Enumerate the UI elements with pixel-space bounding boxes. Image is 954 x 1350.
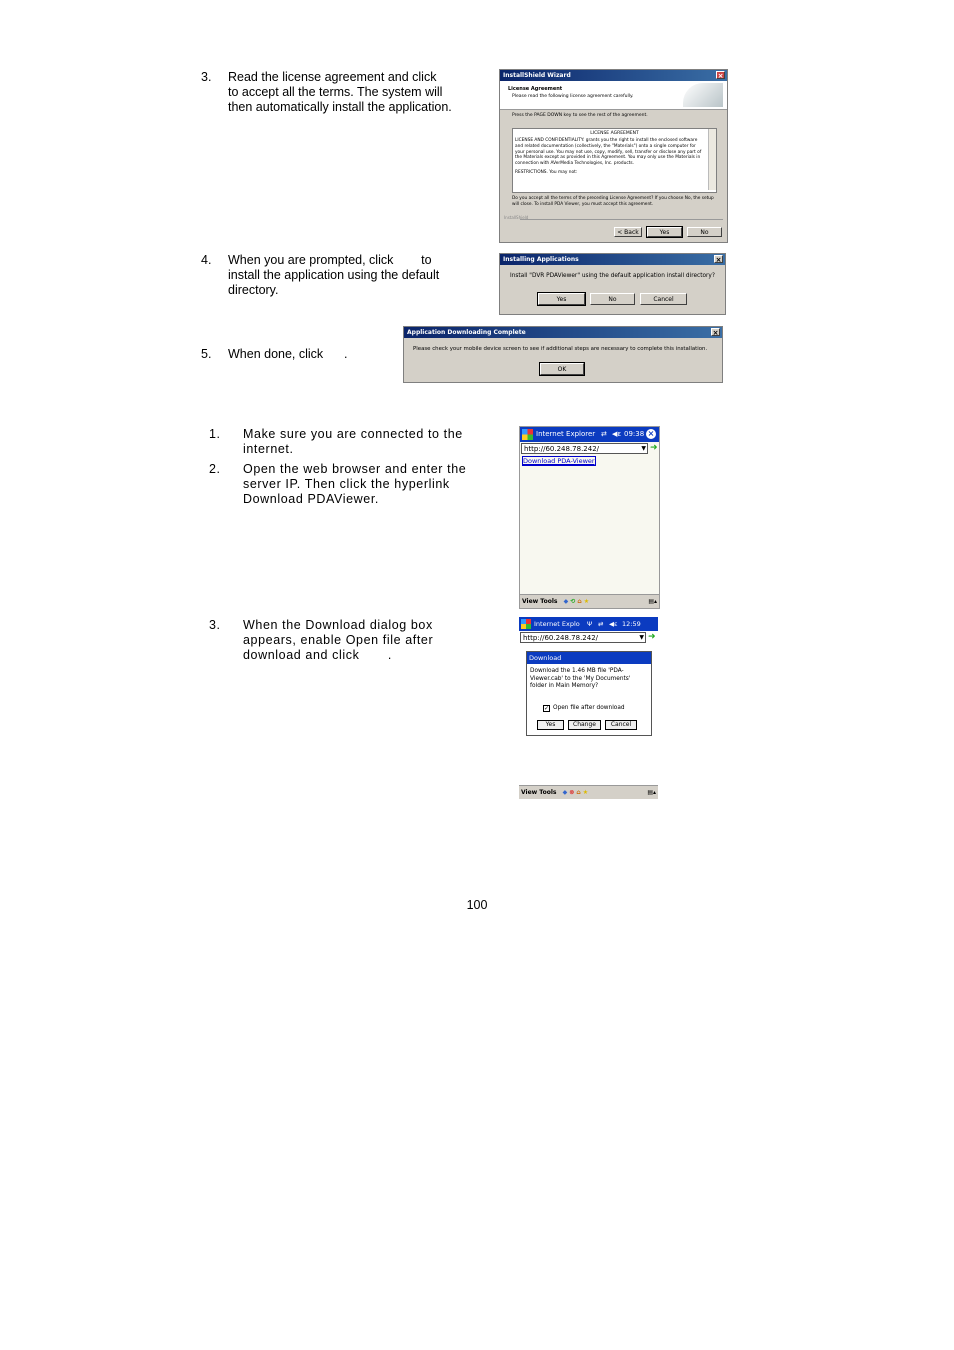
title-bar <box>404 327 722 338</box>
step-text-line: When the Download dialog box <box>243 618 433 632</box>
home-icon[interactable]: ⌂ <box>577 598 582 605</box>
step-text-line: Download PDAViewer. <box>243 491 380 506</box>
divider <box>520 219 723 220</box>
clock-text: 09:38 <box>624 430 645 438</box>
windows-start-icon[interactable] <box>522 429 533 440</box>
step-text-line: Make sure you are connected to the <box>243 427 463 441</box>
step-text-line: download and click . <box>243 647 393 662</box>
open-file-checkbox[interactable]: ✓ <box>544 705 550 712</box>
install-wizard-dialog <box>499 69 728 243</box>
step-number: 1. <box>209 427 221 441</box>
download-dialog-title: Download <box>527 652 651 664</box>
antenna-icon: Ψ <box>587 620 593 628</box>
step-number: 2. <box>209 462 221 476</box>
volume-icon: ◀ε <box>609 620 618 628</box>
page-number: 100 <box>466 898 488 912</box>
dropdown-arrow-icon[interactable]: ▼ <box>639 634 644 641</box>
close-icon[interactable]: × <box>715 256 722 264</box>
address-text: http://60.248.78.242/ <box>523 634 599 642</box>
pda-top-bar <box>520 427 659 442</box>
favorites-star-icon[interactable]: ★ <box>582 789 589 796</box>
connectivity-icon: ⇄ <box>601 430 607 438</box>
step-5-when-done <box>201 347 391 363</box>
download-dialog-text: Download the 1.46 MB file 'PDA-Viewer.cab' to the 'My Documents' folder in Main Memory? <box>530 668 631 689</box>
keyboard-icon[interactable]: ▤▴ <box>648 598 657 605</box>
download-dialog <box>526 651 652 736</box>
download-complete-dialog <box>403 326 723 383</box>
download-pdaviewer-link[interactable]: Download PDA-Viewer <box>523 457 595 465</box>
yes-button[interactable]: Yes <box>538 293 585 305</box>
license-restrictions: RESTRICTIONS. You may not: <box>515 169 578 175</box>
step-text-line: When you are prompted, click to <box>228 253 432 267</box>
wizard-heading: License Agreement <box>508 86 563 92</box>
pda-step-1-connect <box>209 427 489 459</box>
dialog-title: Installing Applications <box>503 256 579 263</box>
title-bar <box>500 70 727 81</box>
go-icon[interactable]: ➜ <box>648 632 656 642</box>
dialog-title: InstallShield Wizard <box>503 72 571 79</box>
license-scrollbar[interactable] <box>708 129 716 190</box>
step-text-line: appears, enable Open file after <box>243 632 434 647</box>
yes-button[interactable]: Yes <box>537 720 564 730</box>
wizard-header <box>500 81 727 110</box>
cancel-button[interactable]: Cancel <box>640 293 687 305</box>
title-bar <box>500 254 725 265</box>
wizard-subheading: Please read the following license agreement carefully. <box>512 94 634 99</box>
step-text-line: When done, click . <box>228 347 348 361</box>
step-text-line: directory. <box>228 282 279 297</box>
dialog-message: Please check your mobile device screen to see if additional steps are necessary to complete this installation. <box>413 346 708 352</box>
step-4-default-directory <box>201 253 471 299</box>
menu-items[interactable]: View Tools <box>521 789 557 796</box>
go-icon[interactable]: ➜ <box>650 443 658 453</box>
dialog-title: Application Downloading Complete <box>407 329 526 336</box>
keyboard-icon[interactable]: ▤▴ <box>647 789 656 796</box>
address-bar[interactable] <box>521 443 648 454</box>
step-text-line: to accept all the terms. The system will <box>228 84 443 99</box>
step-number: 5. <box>201 347 212 361</box>
close-icon[interactable]: × <box>712 329 719 337</box>
dialog-message: Install "DVR PDAViewer" using the default application install directory? <box>510 273 715 279</box>
step-text-line: Open the web browser and enter the <box>243 462 467 476</box>
home-icon[interactable]: ⌂ <box>576 789 581 796</box>
refresh-icon[interactable]: ⟲ <box>570 598 576 605</box>
pda-download-screen <box>519 617 659 800</box>
ok-button[interactable]: OK <box>540 363 584 375</box>
wizard-logo-graphic <box>683 83 723 107</box>
volume-icon: ◀ε <box>612 430 622 438</box>
step-number: 4. <box>201 253 212 267</box>
step-text-line: install the application using the default <box>228 267 440 282</box>
windows-start-icon[interactable] <box>521 619 531 629</box>
step-3-accept-license <box>201 70 471 116</box>
address-text: http://60.248.78.242/ <box>524 445 600 453</box>
step-text-line: Read the license agreement and click <box>228 70 437 84</box>
connectivity-icon: ⇄ <box>598 620 604 628</box>
pda-step-2-open-browser <box>209 462 489 508</box>
app-title: Internet Explorer <box>536 430 596 438</box>
yes-button[interactable]: Yes <box>647 227 682 237</box>
installshield-brand: InstallShield <box>504 215 529 220</box>
installing-applications-dialog <box>499 253 726 315</box>
pda-menu-bar <box>520 594 659 608</box>
step-text-line: server IP. Then click the hyperlink <box>243 476 450 491</box>
pda-top-bar <box>519 617 658 631</box>
pda-browser-screen <box>519 426 660 609</box>
back-button[interactable]: < Back <box>614 227 642 237</box>
wizard-instruction: Press the PAGE DOWN key to see the rest of the agreement. <box>512 113 648 118</box>
stop-icon[interactable]: ⊗ <box>569 789 575 796</box>
cancel-button[interactable]: Cancel <box>605 720 637 730</box>
menu-items[interactable]: View Tools <box>522 598 558 605</box>
no-button[interactable]: No <box>590 293 635 305</box>
dropdown-arrow-icon[interactable]: ▼ <box>641 445 646 452</box>
step-number: 3. <box>201 70 212 84</box>
no-button[interactable]: No <box>687 227 722 237</box>
change-button[interactable]: Change <box>568 720 601 730</box>
address-bar[interactable] <box>520 632 646 643</box>
back-arrow-icon[interactable]: ◆ <box>562 789 568 796</box>
pda-step-3-download-dialog <box>209 618 489 664</box>
clock-text: 12:59 <box>622 620 641 628</box>
back-arrow-icon[interactable]: ◆ <box>563 598 569 605</box>
license-title: LICENSE AGREEMENT <box>590 131 639 136</box>
step-text-line: internet. <box>243 441 294 456</box>
favorites-star-icon[interactable]: ★ <box>583 598 590 605</box>
close-icon[interactable]: × <box>647 429 655 438</box>
checkbox-label: Open file after download <box>553 705 625 711</box>
pda-menu-bar <box>519 785 658 799</box>
license-textbox[interactable] <box>512 128 717 193</box>
app-title: Internet Explo <box>534 620 580 628</box>
license-question: Do you accept all the terms of the preceding License Agreement? If you choose No, the setup will close. To install PDA Viewer, you must accept this agreement. <box>512 196 714 207</box>
step-text-line: then automatically install the application. <box>228 99 452 114</box>
close-icon[interactable]: × <box>717 72 724 80</box>
step-number: 3. <box>209 618 221 632</box>
license-body: LICENSE AND CONFIDENTIALITY: grants you the right to install the enclosed software and related documentation (collectively, the "Materials") onto a single computer for your personal use. You may not use, copy, modify, sell, transfer or disclose any part of the Materials except as provided in this Agreement. You may only use the Materials in connection with AVerMedia Technologies, Inc. products. <box>515 138 702 167</box>
